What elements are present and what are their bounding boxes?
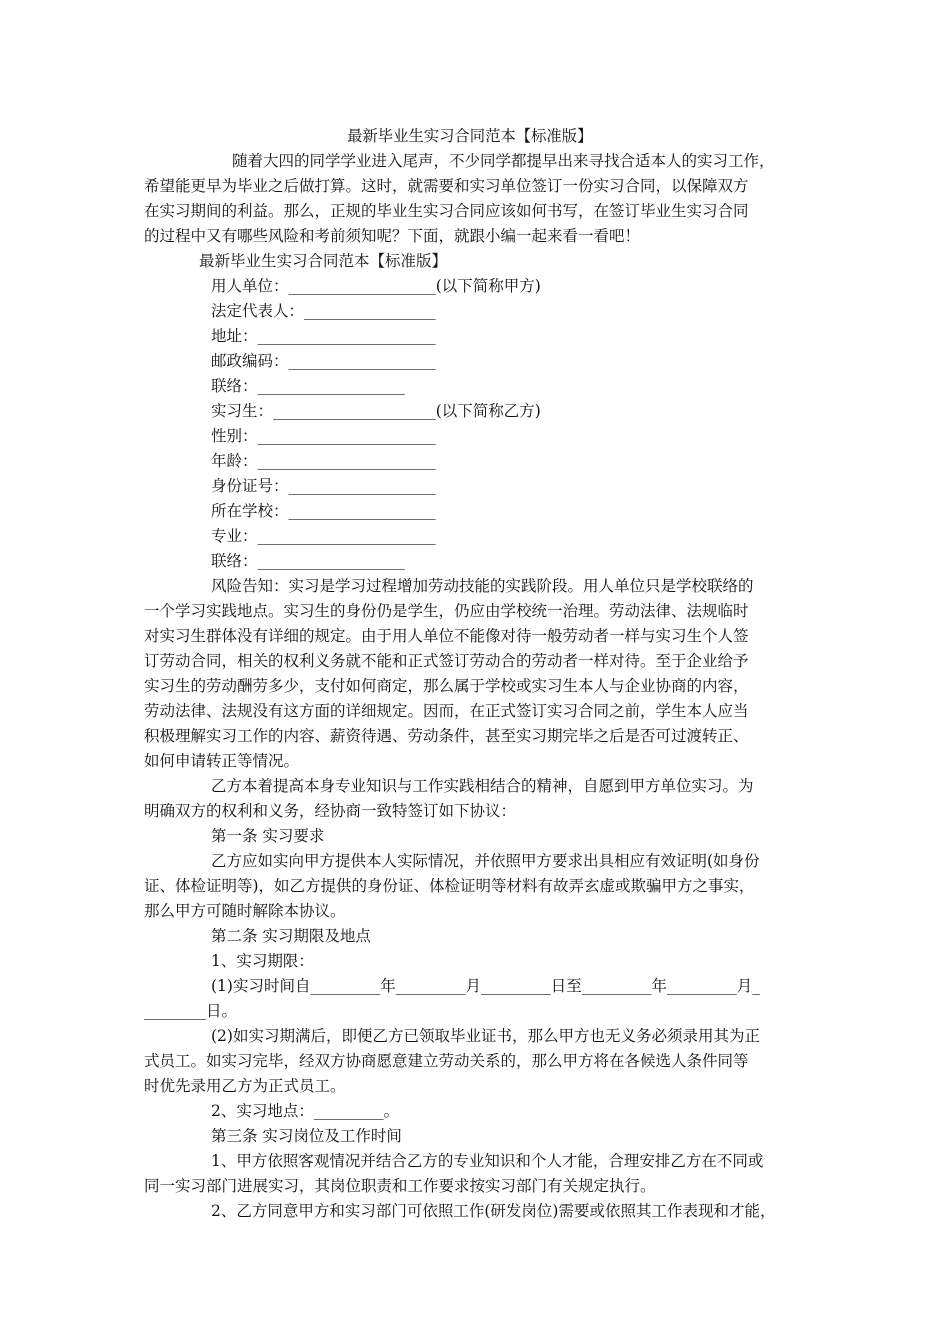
intro-line: 的过程中又有哪些风险和考前须知呢？下面，就跟小编一起来看一看吧！ xyxy=(144,227,641,245)
field-address: 地址：_______________________ xyxy=(211,327,436,345)
article-2-item-1: 1、实习期限： xyxy=(211,952,314,970)
document-title: 最新毕业生实习合同范本【标准版】 xyxy=(347,127,593,145)
risk-line: 订劳动合同，相关的权利义务就不能和正式签订劳动合的劳动者一样对待。至于企业给予 xyxy=(144,652,749,670)
field-employer: 用人单位：___________________(以下简称甲方) xyxy=(211,277,541,295)
risk-line: 积极理解实习工作的内容、薪资待遇、劳动条件，甚至实习期完毕之后是否可过渡转正、 xyxy=(144,727,749,745)
article-3-line: 1、甲方依照客观情况并结合乙方的专业知识和个人才能，合理安排乙方在不同或 xyxy=(211,1152,764,1170)
field-gender: 性别：_______________________ xyxy=(211,427,436,445)
risk-line: 实习生的劳动酬劳多少，支付如何商定，那么属于学校或实习生本人与企业协商的内容， xyxy=(144,677,749,695)
risk-line: 风险告知：实习是学习过程增加劳动技能的实践阶段。用人单位只是学校联络的 xyxy=(211,577,754,595)
field-contact-intern: 联络：___________________ xyxy=(211,552,405,570)
article-2-period-line: ________日。 xyxy=(144,1002,238,1020)
agreement-line: 乙方本着提高本身专业知识与工作实践相结合的精神，自愿到甲方单位实习。为 xyxy=(211,777,754,795)
article-2-clause-line: (2)如实习期满后，即便乙方已领取毕业证书，那么甲方也无义务必须录用其为正 xyxy=(211,1027,760,1045)
article-1-title: 第一条 实习要求 xyxy=(211,827,325,845)
risk-line: 对实习生群体没有详细的规定。由于用人单位不能像对待一般劳动者一样与实习生个人签 xyxy=(144,627,749,645)
article-1-line: 乙方应如实向甲方提供本人实际情况，并依照甲方要求出具相应有效证明(如身份 xyxy=(211,852,760,870)
intro-line: 希望能更早为毕业之后做打算。这时，就需要和实习单位签订一份实习合同，以保障双方 xyxy=(144,177,749,195)
article-2-item-2: 2、实习地点：_________。 xyxy=(211,1102,400,1120)
risk-line: 一个学习实践地点。实习生的身份仍是学生，仍应由学校统一治理。劳动法律、法规临时 xyxy=(144,602,749,620)
article-3-title: 第三条 实习岗位及工作时间 xyxy=(211,1127,402,1145)
field-contact: 联络：___________________ xyxy=(211,377,405,395)
field-major: 专业：_______________________ xyxy=(211,527,436,545)
field-id-number: 身份证号：___________________ xyxy=(211,477,436,495)
article-3-line: 同一实习部门进展实习，其岗位职责和工作要求按实习部门有关规定执行。 xyxy=(144,1177,656,1195)
article-2-title: 第二条 实习期限及地点 xyxy=(211,927,371,945)
field-intern: 实习生：_____________________(以下简称乙方) xyxy=(211,402,541,420)
field-school: 所在学校：___________________ xyxy=(211,502,436,520)
agreement-line: 明确双方的权利和义务，经协商一致特签订如下协议： xyxy=(144,802,517,820)
article-3-line: 2、乙方同意甲方和实习部门可依照工作(研发岗位)需要或依照其工作表现和才能， xyxy=(211,1202,776,1220)
article-2-period-line: (1)实习时间自_________年_________月_________日至_________年_________月_ xyxy=(211,977,760,995)
article-1-line: 证、体检证明等)，如乙方提供的身份证、体检证明等材料有故弄玄虚或欺骗甲方之事实， xyxy=(144,877,755,895)
intro-line: 随着大四的同学学业进入尾声，不少同学都提早出来寻找合适本人的实习工作， xyxy=(232,152,775,170)
field-legal-representative: 法定代表人：_________________ xyxy=(211,302,436,320)
section-subtitle: 最新毕业生实习合同范本【标准版】 xyxy=(199,252,448,270)
risk-line: 劳动法律、法规没有这方面的详细规定。因而，在正式签订实习合同之前，学生本人应当 xyxy=(144,702,749,720)
article-2-clause-line: 式员工。如实习完毕，经双方协商愿意建立劳动关系的，那么甲方将在各候选人条件同等 xyxy=(144,1052,749,1070)
field-age: 年龄：_______________________ xyxy=(211,452,436,470)
field-postcode: 邮政编码：___________________ xyxy=(211,352,436,370)
intro-line: 在实习期间的利益。那么，正规的毕业生实习合同应该如何书写，在签订毕业生实习合同 xyxy=(144,202,749,220)
article-2-clause-line: 时优先录用乙方为正式员工。 xyxy=(144,1077,346,1095)
article-1-line: 那么甲方可随时解除本协议。 xyxy=(144,902,346,920)
risk-line: 如何申请转正等情况。 xyxy=(144,752,300,770)
